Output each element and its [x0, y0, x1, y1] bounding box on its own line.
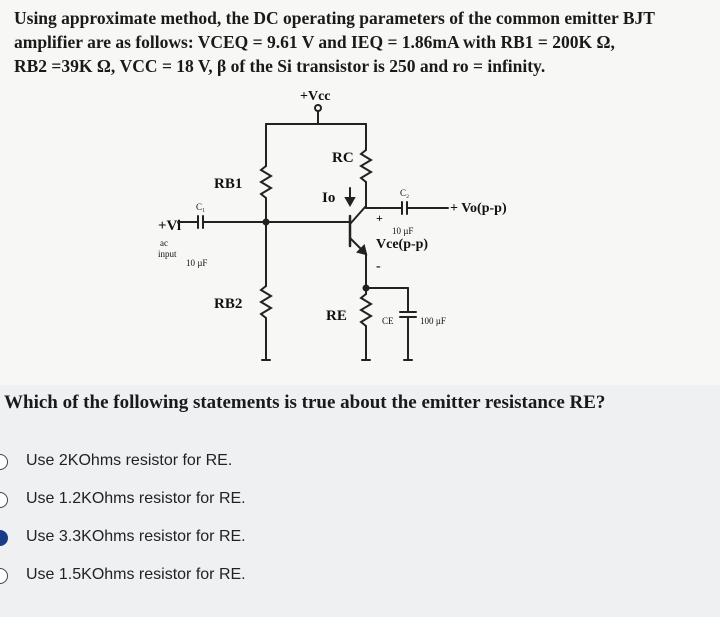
radio-button[interactable] — [0, 530, 8, 546]
circuit-diagram — [0, 84, 720, 384]
c2-value: 10 µF — [392, 226, 414, 236]
io-label: Io — [322, 190, 336, 206]
option-label: Use 3.3KOhms resistor for RE. — [26, 528, 246, 545]
minus-label: - — [376, 259, 381, 274]
vo-label: + Vo(p-p) — [450, 201, 507, 216]
option-label: Use 2KOhms resistor for RE. — [26, 452, 233, 469]
option-label: Use 1.2KOhms resistor for RE. — [26, 490, 246, 507]
rb1-resistor — [261, 166, 271, 198]
ac-label: ac — [160, 238, 168, 248]
vce-label: Vce(p-p) — [376, 237, 429, 252]
option-label: Use 1.5KOhms resistor for RE. — [26, 566, 246, 583]
problem-statement — [14, 6, 714, 78]
c1-label: C₁ — [196, 202, 206, 212]
rb1-label: RB1 — [214, 176, 243, 192]
rc-label: RC — [332, 150, 354, 166]
rc-resistor — [361, 150, 371, 182]
problem-line: Using approximate method, the DC operating parameters of the common emitter BJT — [14, 8, 655, 28]
rb2-resistor — [261, 286, 271, 318]
re-resistor — [361, 294, 371, 326]
input-label: input — [158, 249, 177, 259]
transistor-collector — [350, 206, 366, 224]
rb2-label: RB2 — [214, 296, 243, 312]
problem-line: amplifier are as follows: VCEQ = 9.61 V and IEQ = 1.86mA with RB1 = 200K Ω, — [14, 32, 615, 52]
vi-label: +Vi — [158, 218, 181, 234]
radio-button[interactable] — [0, 568, 8, 584]
plus-label: + — [376, 211, 383, 225]
re-label: RE — [326, 308, 347, 324]
question-text: Which of the following statements is true about the emitter resistance RE? — [4, 392, 606, 413]
ce-label: CE — [382, 316, 394, 326]
c1-value: 10 µF — [186, 258, 208, 268]
radio-button[interactable] — [0, 492, 8, 508]
radio-button[interactable] — [0, 454, 8, 470]
ce-value: 100 µF — [420, 316, 446, 326]
c2-label: C₂ — [400, 188, 410, 198]
problem-line: RB2 =39K Ω, VCC = 18 V, β of the Si transistor is 250 and ro = infinity. — [14, 56, 546, 76]
vcc-label: +Vcc — [300, 89, 331, 104]
